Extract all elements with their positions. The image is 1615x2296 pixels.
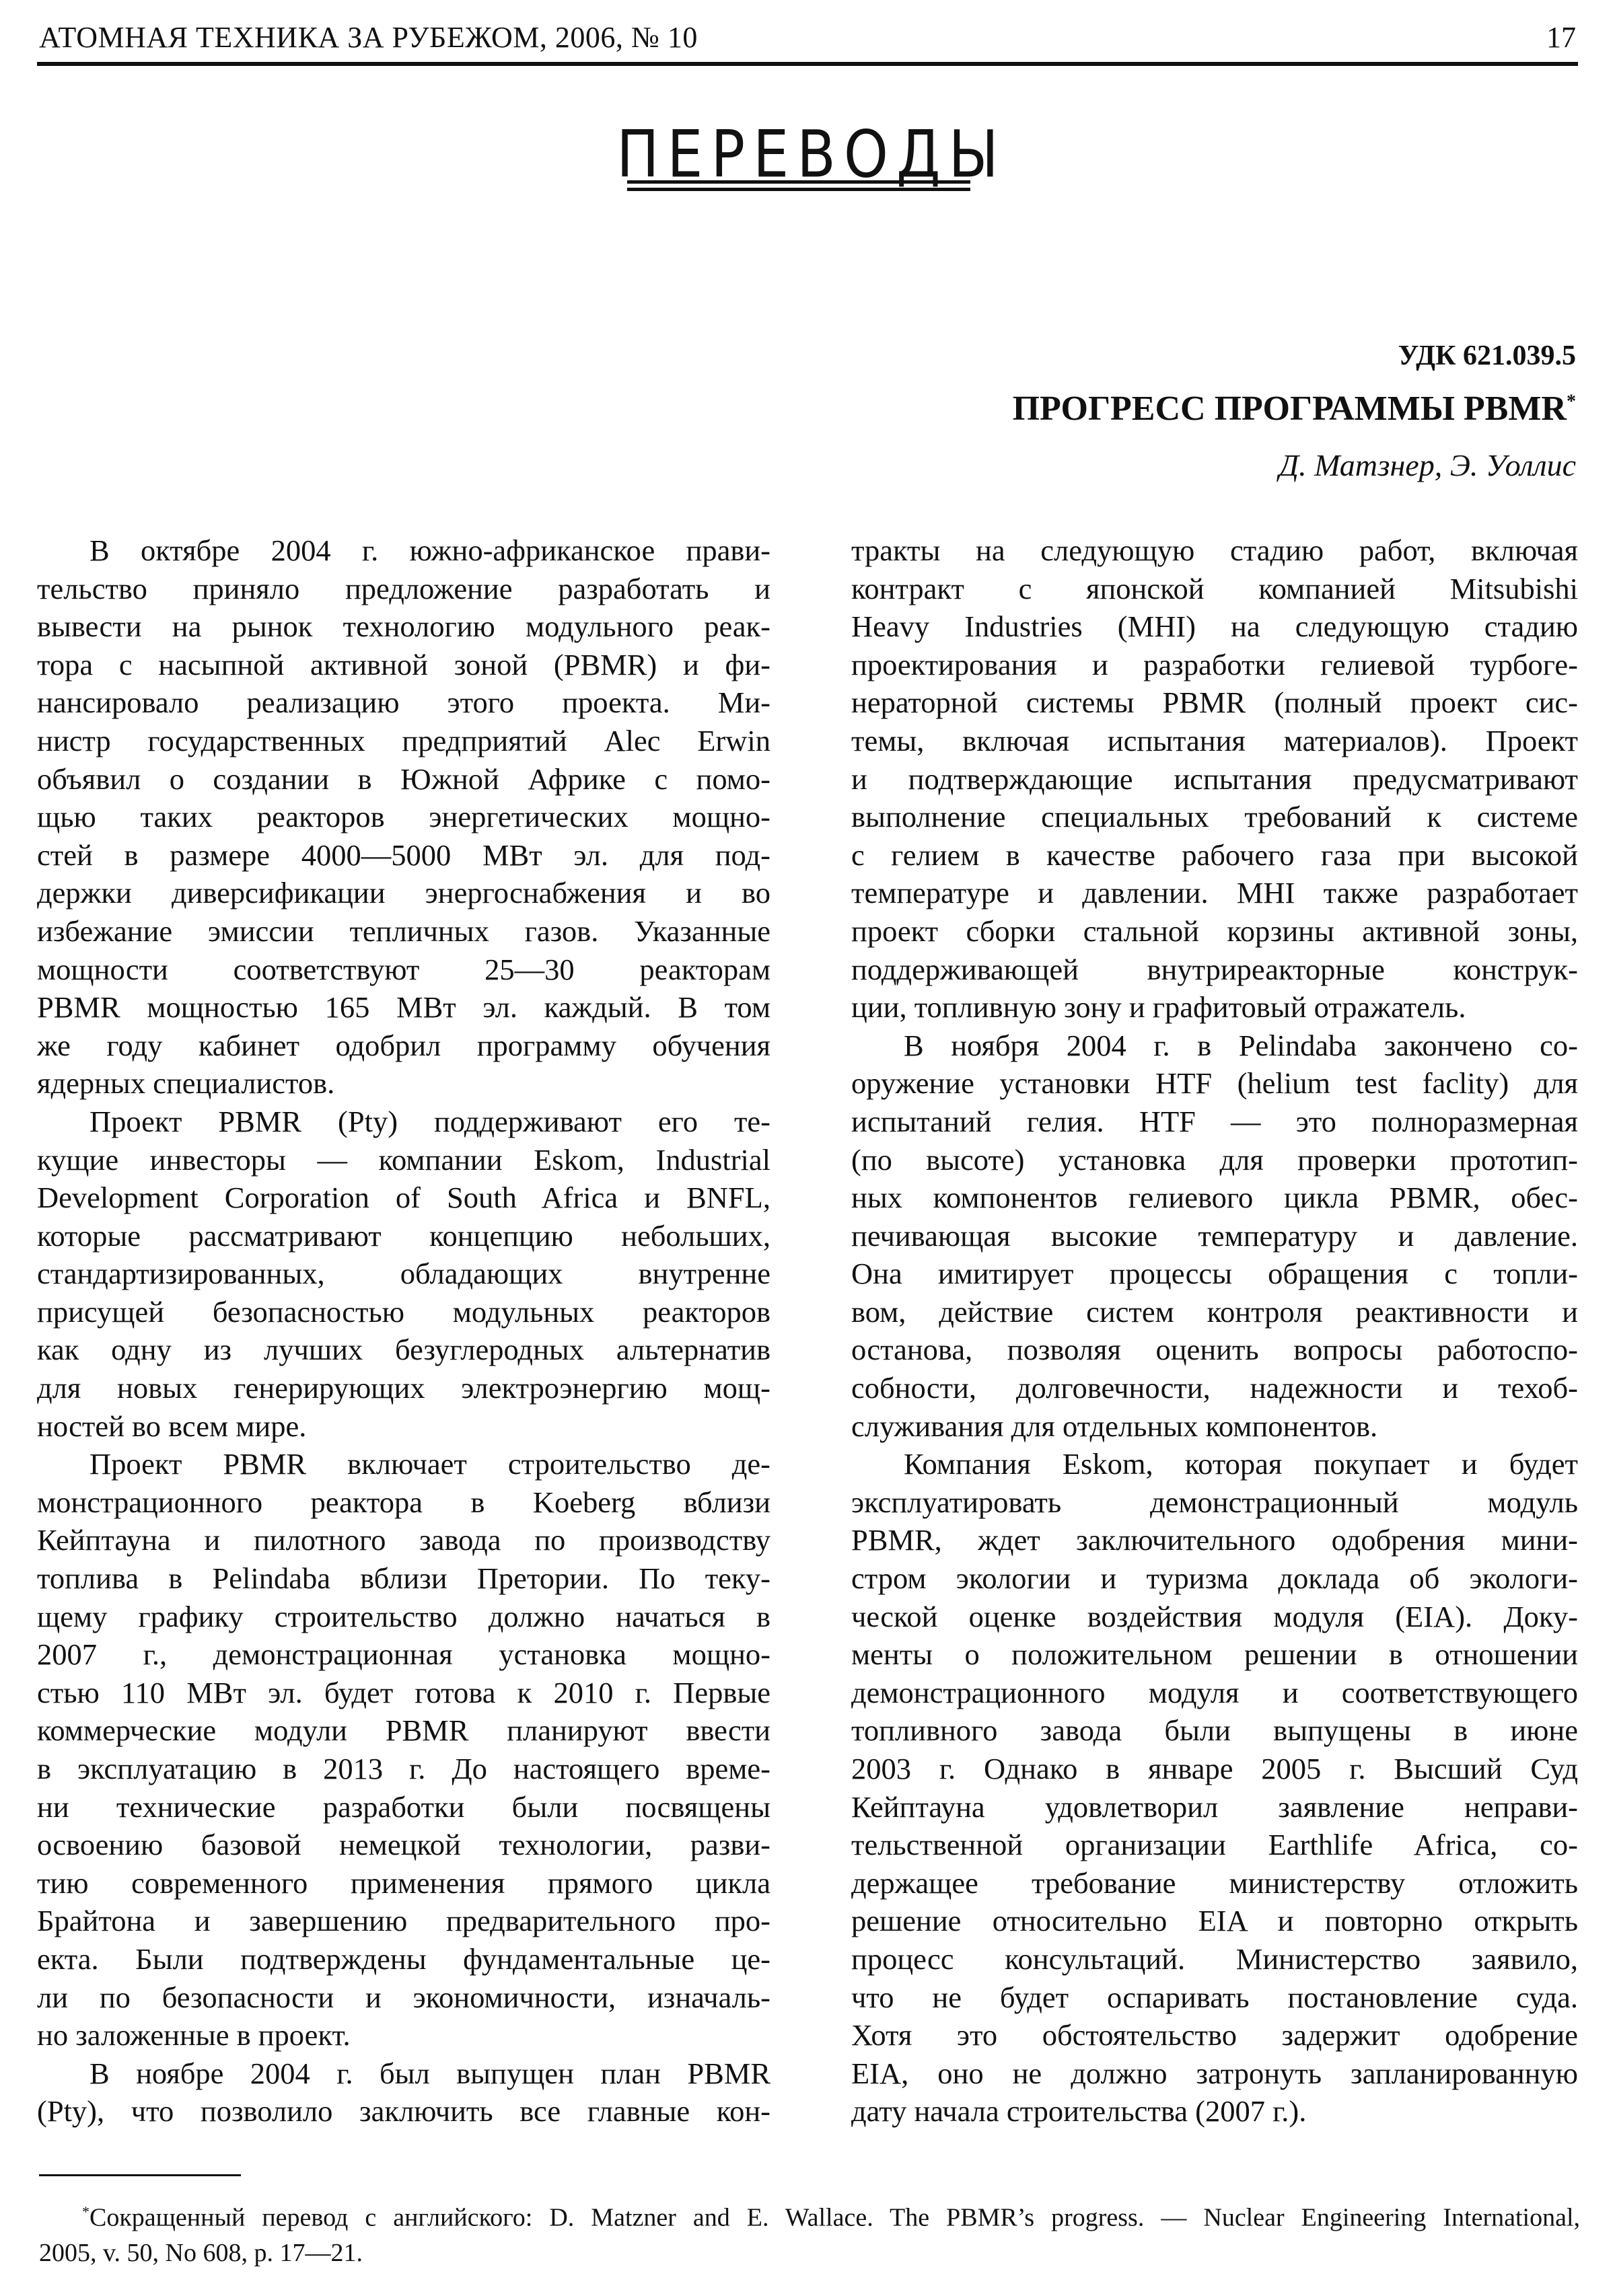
text-line: PBMR мощностью 165 МВт эл. каждый. В том (37, 990, 770, 1025)
text-line: Она имитирует процессы обращения с топли- (851, 1257, 1578, 1291)
text-line: В ноября 2004 г. в Pelindaba закончено со- (904, 1028, 1578, 1062)
article-title-text: ПРОГРЕСС ПРОГРАММЫ PBMR (1012, 390, 1567, 428)
text-line: стью 110 МВт эл. будет готова к 2010 г. Первые (37, 1675, 770, 1709)
text-line: служивания для отдельных компонентов. (851, 1409, 1378, 1443)
text-line: тию современного применения прямого цикла (37, 1865, 770, 1900)
paragraph (37, 1103, 770, 1445)
text-line: тракты на следующую стадию работ, включая (851, 533, 1578, 567)
footnote-text-1: Сокращенный перевод с английского: D. Matzner and E. Wallace. The PBMR’s progress. — Nuclear Engineering International, (89, 2203, 1580, 2232)
page-number: 17 (1546, 21, 1576, 54)
text-line: ностей во всем мире. (37, 1409, 307, 1443)
text-line: Брайтона и завершению предварительного про- (37, 1904, 770, 1938)
text-line: Development Corporation of South Africa и BNFL, (37, 1181, 770, 1215)
text-line: же году кабинет одобрил программу обучения (37, 1028, 770, 1062)
text-line: щему графику строительство должно начаться в (37, 1599, 770, 1633)
text-line: тельственной организации Earthlife Africa, со- (851, 1828, 1578, 1862)
text-line: Компания Eskom, которая покупает и будет (904, 1447, 1578, 1481)
text-line: процесс консультаций. Министерство заявило, (851, 1941, 1578, 1976)
footnote-rule (39, 2174, 241, 2176)
text-line: стром экологии и туризма доклада об экологи- (851, 1561, 1578, 1596)
text-line: EIA, оно не должно затронуть запланированную (851, 2056, 1578, 2090)
text-line: держащее требование министерству отложить (851, 1865, 1578, 1900)
text-line: Кейптауна удовлетворил заявление неправи- (851, 1789, 1578, 1824)
text-line: Проект PBMR включает строительство де- (89, 1447, 770, 1481)
text-line: тора с насыпной активной зоной (PBMR) и фи- (37, 647, 770, 681)
article-authors: Д. Матзнер, Э. Уоллис (1279, 448, 1576, 482)
text-line: PBMR, ждет заключительного одобрения мини- (851, 1523, 1578, 1557)
journal-running-header: АТОМНАЯ ТЕХНИКА ЗА РУБЕЖОМ, 2006, № 10 (39, 21, 698, 54)
text-line: которые рассматривают концепцию небольших, (37, 1218, 770, 1253)
text-line: поддерживающей внутриреакторные конструк- (851, 952, 1578, 986)
section-title: ПЕРЕВОДЫ (616, 116, 1007, 192)
text-line: ни технические разработки были посвящены (37, 1789, 770, 1824)
text-line: объявил о создании в Южной Африке с помо- (37, 762, 770, 796)
paragraph (851, 531, 1578, 1027)
text-line: монстрационного реактора в Koeberg вблизи (37, 1485, 770, 1519)
left-column (37, 531, 770, 2131)
text-line: и подтверждающие испытания предусматривают (851, 762, 1578, 796)
paragraph (37, 1445, 770, 2054)
text-line: (по высоте) установка для проверки прототип- (851, 1142, 1578, 1177)
text-line: присущей безопасностью модульных реакторов (37, 1294, 770, 1329)
text-line: с гелием в качестве рабочего газа при высокой (851, 838, 1578, 872)
text-line: Проект PBMR (Pty) поддерживают его те- (89, 1104, 770, 1138)
paragraph (851, 1445, 1578, 2131)
text-line: вывести на рынок технологию модульного реак- (37, 609, 770, 644)
text-line: дату начала строительства (2007 г.). (851, 2094, 1307, 2128)
text-line: демонстрационного модуля и соответствующего (851, 1675, 1578, 1709)
text-line: 2003 г. Однако в январе 2005 г. Высший Суд (851, 1752, 1578, 1785)
text-line: температуре и давлении. MHI также разработает (851, 876, 1578, 910)
footnote-line-2: 2005, v. 50, No 608, p. 17—21. (39, 2238, 363, 2267)
text-line: стей в размере 4000—5000 МВт эл. для под- (37, 838, 770, 872)
text-line: избежание эмиссии тепличных газов. Указанные (37, 914, 770, 948)
text-line: но заложенные в проект. (37, 2018, 351, 2052)
header-rule (37, 62, 1578, 66)
paragraph (37, 2054, 770, 2131)
text-line: для новых генерирующих электроэнергию мощ- (37, 1371, 770, 1405)
text-line: тельство приняло предложение разработать и (37, 571, 770, 605)
text-line: В октябре 2004 г. южно-африканское прави- (89, 533, 770, 567)
text-line: контракт с японской компанией Mitsubishi (851, 571, 1578, 605)
text-line: проектирования и разработки гелиевой турбоге- (851, 647, 1578, 681)
text-line: Кейптауна и пилотного завода по производству (37, 1523, 770, 1557)
footnote-mark: * (82, 2203, 89, 2220)
text-line: стандартизированных, обладающих внутренне (37, 1257, 770, 1291)
footnote (39, 2194, 1580, 2270)
text-line: испытаний гелия. HTF — это полноразмерная (851, 1104, 1578, 1138)
text-line: темы, включая испытания материалов). Проект (851, 723, 1578, 757)
text-line: что не будет оспаривать постановление суда. (851, 1980, 1578, 2014)
text-line: нераторной системы PBMR (полный проект сис- (851, 686, 1578, 720)
text-line: менты о положительном решении в отношении (851, 1637, 1578, 1672)
text-line: щью таких реакторов энергетических мощно- (37, 800, 770, 834)
text-line: екта. Были подтверждены фундаментальные це- (37, 1941, 770, 1976)
text-line: собности, долговечности, надежности и техоб- (851, 1371, 1578, 1405)
text-line: оружение установки HTF (helium test faclity) для (851, 1066, 1578, 1101)
text-line: печивающая высокие температуру и давление. (851, 1218, 1578, 1253)
text-line: кущие инвесторы — компании Eskom, Industrial (37, 1142, 770, 1177)
text-line: решение относительно EIA и повторно открыть (851, 1904, 1578, 1938)
paragraph (851, 1027, 1578, 1446)
section-heading (0, 116, 1615, 192)
footnote-marker: * (1567, 391, 1576, 412)
text-line: останова, позволяя оценить вопросы работоспо- (851, 1333, 1578, 1367)
text-line: В ноябре 2004 г. был выпущен план PBMR (89, 2056, 770, 2090)
article-title (1013, 389, 1576, 429)
text-line: коммерческие модули PBMR планируют ввести (37, 1713, 770, 1748)
text-line: в эксплуатацию в 2013 г. До настоящего време- (37, 1752, 770, 1785)
text-line: Хотя это обстоятельство задержит одобрение (851, 2018, 1578, 2052)
text-line: (Pty), что позволило заключить все главные кон- (37, 2094, 770, 2128)
udk-code: УДК 621.039.5 (1398, 340, 1576, 371)
text-line: вом, действие систем контроля реактивности и (851, 1294, 1578, 1329)
footnote-line-1 (39, 2194, 1580, 2235)
text-line: эксплуатировать демонстрационный модуль (851, 1485, 1578, 1519)
text-line: топливного завода были выпущены в июне (851, 1713, 1578, 1748)
right-column (851, 531, 1578, 2131)
section-double-underline (627, 180, 970, 191)
text-line: ных компонентов гелиевого цикла PBMR, обес- (851, 1181, 1578, 1215)
text-line: как одну из лучших безуглеродных альтернатив (37, 1333, 770, 1367)
text-line: выполнение специальных требований к системе (851, 800, 1578, 834)
text-line: нансировало реализацию этого проекта. Ми- (37, 686, 770, 720)
text-line: Heavy Industries (MHI) на следующую стадию (851, 609, 1578, 644)
text-line: держки диверсификации энергоснабжения и во (37, 876, 770, 910)
text-line: нистр государственных предприятий Alec Erwin (37, 723, 770, 757)
text-line: ядерных специалистов. (37, 1066, 335, 1101)
text-line: ческой оценке воздействия модуля (EIA). Доку- (851, 1599, 1578, 1633)
text-line: ции, топливную зону и графитовый отражатель. (851, 990, 1466, 1025)
text-line: 2007 г., демонстрационная установка мощно- (37, 1637, 770, 1672)
text-line: мощности соответствуют 25—30 реакторам (37, 952, 770, 986)
text-line: проект сборки стальной корзины активной зоны, (851, 914, 1578, 948)
text-line: освоению базовой немецкой технологии, разви- (37, 1828, 770, 1862)
paragraph (37, 531, 770, 1103)
text-line: ли по безопасности и экономичности, изначаль- (37, 1980, 770, 2014)
text-line: топлива в Pelindaba вблизи Претории. По теку- (37, 1561, 770, 1596)
